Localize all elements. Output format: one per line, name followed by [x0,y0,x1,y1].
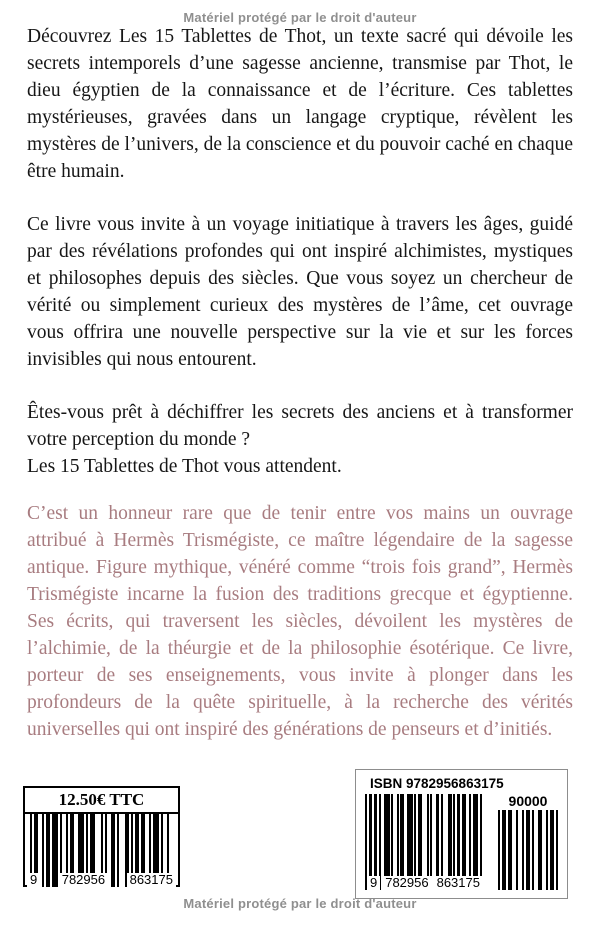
paragraph-synopsis-2: Ce livre vous invite à un voyage initiatique à travers les âges, guidé par des révélations profondes qui ont inspiré alchimistes, mystiques et philosophes depuis des siècles. Que vous soyez un chercheur de vérité ou simplement curieux des mystères de l’âme, cet ouvrage vous offrira une nouvelle perspective sur la vie et sur les forces invisibles qui nous entourent. [27,214,573,370]
addon-barcode-bars [498,810,558,890]
price-label-box [23,786,180,887]
price-barcode [25,814,178,887]
call-to-action-closing: Les 15 Tablettes de Thot vous attendent. [27,456,342,477]
barcode-digit-group: 9 [367,876,380,890]
copyright-watermark-bottom: Matériel protégé par le droit d'auteur [183,896,417,911]
isbn-text: ISBN 9782956863175 [370,776,504,791]
isbn-label-box [355,769,568,899]
isbn-barcode-digits [367,876,483,890]
price-text: 12.50€ TTC [25,788,178,814]
barcode-digit-group: 9 [27,873,40,887]
copyright-watermark-top: Matériel protégé par le droit d'auteur [183,10,417,25]
paragraph-hermes-accent: C’est un honneur rare que de tenir entre vos mains un ouvrage attribué à Hermès Trismégiste, ce maître légendaire de la sagesse antique. Figure mythique, vénéré comme “trois fois grand”, Hermès Trismégiste incarne la fusion des traditions grecque et égyptienne. Ses écrits, qui traversent les siècles, dévoilent les mystères de l’alchimie, de la théurgie et de la philosophie ésotérique. Ce livre, porteur de ses enseignements, vous invite à plonger dans les profondeurs de la quête spirituelle, à la recherche des vérités universelles qui ont inspiré des générations de penseurs et d’initiés. [27,502,573,740]
isbn-barcodes [365,794,558,890]
barcode-digit-group: 863175 [127,873,176,887]
barcode-digit-group: 782956 [59,873,108,887]
isbn-main-barcode [365,794,485,890]
barcode-digit-group: 863175 [434,876,483,890]
back-cover-text [27,23,573,769]
call-to-action-question: Êtes-vous prêt à déchiffrer les secrets des anciens et à transformer votre perception du monde ? [27,402,573,450]
isbn-addon-barcode [498,794,558,890]
barcode-digit-group: 782956 [382,876,431,890]
addon-price-code: 90000 [508,793,548,809]
price-barcode-digits [27,873,176,887]
paragraph-synopsis-1: Découvrez Les 15 Tablettes de Thot, un texte sacré qui dévoile les secrets intemporels d’une sagesse ancienne, transmise par Thot, le dieu égyptien de la connaissance et de l’écriture. Ces tablettes mystérieuses, gravées dans un langage cryptique, révèlent les mystères de l’univers, de la conscience et du pouvoir caché en chaque être humain. [27,26,573,182]
